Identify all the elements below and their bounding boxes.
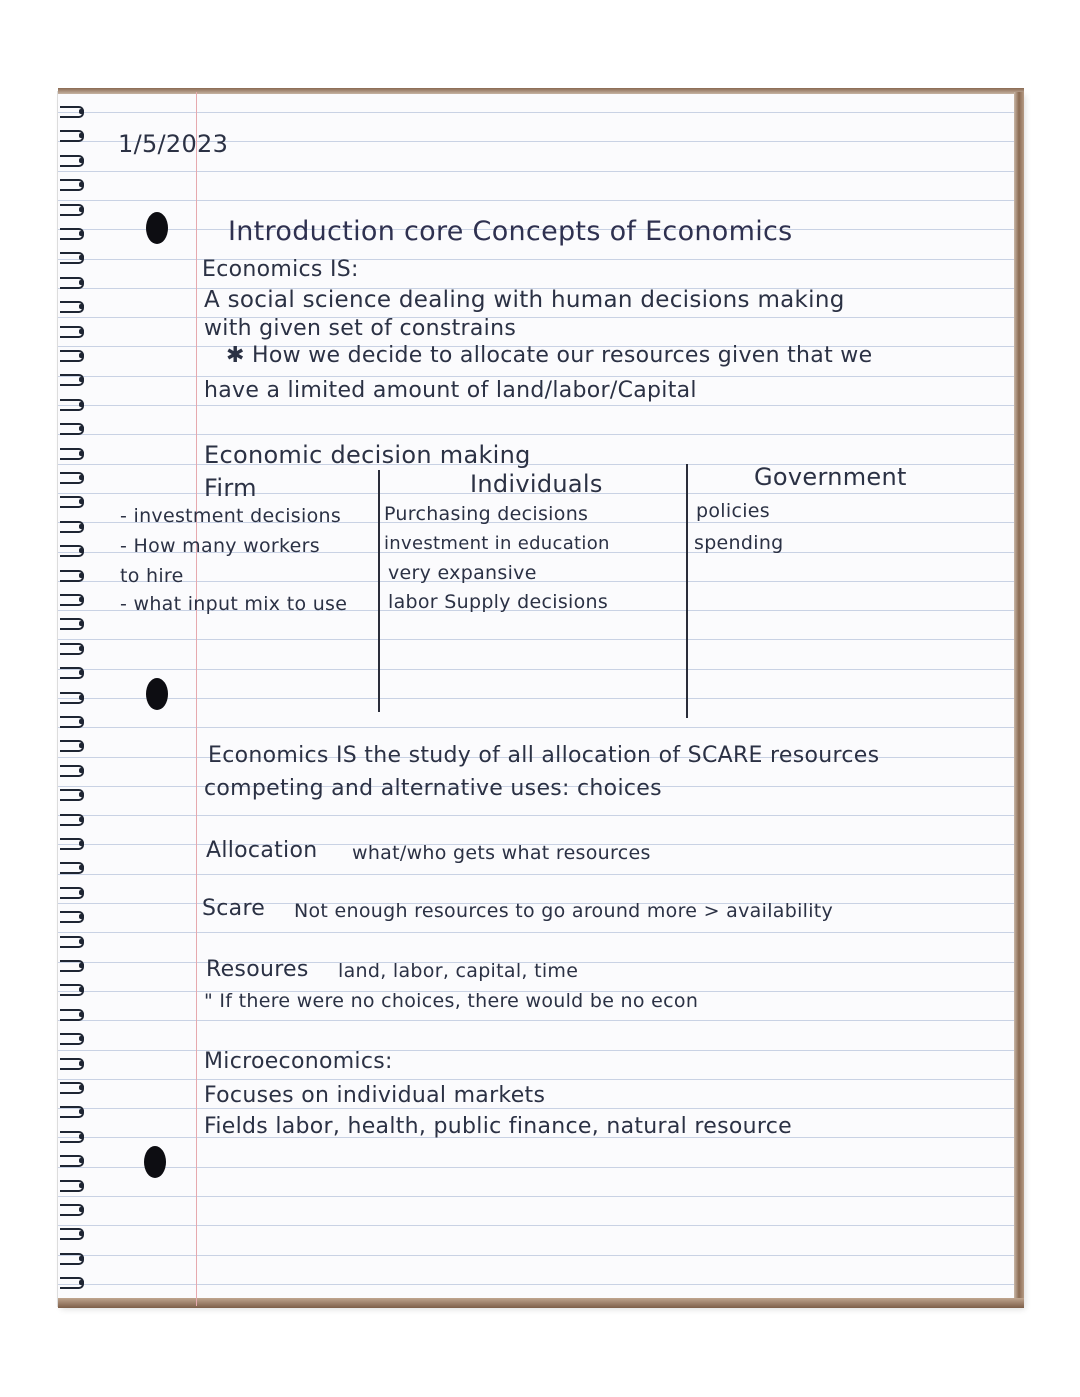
spiral-ring [60,1082,90,1092]
ruled-line [58,669,1014,670]
spiral-ring [60,1253,90,1263]
spiral-ring [60,838,90,848]
micro-line-1: Focuses on individual markets [204,1083,546,1108]
page-edge-top [58,88,1024,94]
spiral-ring [60,496,90,506]
individuals-item-3: very expansive [388,562,537,584]
ruled-line [58,1225,1014,1226]
spiral-ring [60,789,90,799]
spiral-ring [60,1204,90,1214]
ruled-line [58,1020,1014,1021]
ruled-line [58,1255,1014,1256]
spiral-ring [60,423,90,433]
spiral-ring [60,887,90,897]
star-note-line-1: ✱ How we decide to allocate our resources given that we [226,343,873,368]
ruled-line [58,639,1014,640]
allocation-term: Allocation [206,838,318,863]
spiral-ring [60,1180,90,1190]
firm-item-3: to hire [120,565,184,587]
decision-heading: Economic decision making [204,441,531,469]
spiral-ring [60,301,90,311]
spiral-ring [60,984,90,994]
spiral-ring [60,1131,90,1141]
spiral-ring [60,350,90,360]
spiral-ring [60,1058,90,1068]
spiral-ring [60,765,90,775]
spiral-ring [60,862,90,872]
ruled-line [58,317,1014,318]
spiral-ring [60,252,90,262]
spiral-ring [60,155,90,165]
spiral-ring [60,277,90,287]
study-line-1: Economics IS the study of all allocation of SCARE resources [208,743,880,768]
spiral-ring [60,643,90,653]
definition-line-2: with given set of constrains [204,316,517,341]
spiral-ring [60,521,90,531]
individuals-item-4: labor Supply decisions [388,591,609,613]
government-item-1: policies [696,500,770,522]
spiral-ring [60,130,90,140]
spiral-ring [60,106,90,116]
punch-hole-bottom [144,1146,166,1178]
star-note-line-2: have a limited amount of land/labor/Capital [204,378,697,403]
punch-hole-top [146,212,168,244]
ruled-line [58,1108,1014,1109]
firm-item-1: - investment decisions [120,505,342,527]
ruled-line [58,112,1014,113]
spiral-ring [60,618,90,628]
definition-line-1: A social science dealing with human decisions making [204,287,845,313]
spiral-ring [60,179,90,189]
spiral-ring [60,594,90,604]
page-edge-right [1014,92,1024,1308]
spiral-ring [60,1155,90,1165]
spiral-ring [60,960,90,970]
micro-line-2: Fields labor, health, public finance, natural resource [204,1114,792,1139]
ruled-line [58,1167,1014,1168]
spiral-ring [60,667,90,677]
spiral-ring [60,228,90,238]
spiral-ring [60,716,90,726]
ruled-line [58,815,1014,816]
ruled-line [58,434,1014,435]
spiral-ring [60,911,90,921]
micro-heading: Microeconomics: [204,1049,393,1074]
ruled-line [58,200,1014,201]
spiral-ring [60,1009,90,1019]
ruled-line [58,932,1014,933]
spiral-ring [60,936,90,946]
table-divider-1 [378,470,380,712]
scare-definition: Not enough resources to go around more > availability [294,900,834,922]
ruled-line [58,1079,1014,1080]
firm-item-2: - How many workers [120,535,320,557]
government-item-2: spending [694,532,784,554]
study-line-2: competing and alternative uses: choices [204,776,662,801]
ruled-line [58,1284,1014,1285]
note-title: Introduction core Concepts of Economics [228,216,793,247]
spiral-ring [60,326,90,336]
individuals-item-1: Purchasing decisions [384,503,589,525]
spiral-ring [60,1277,90,1287]
column-header-government: Government [754,463,907,491]
table-divider-2 [686,464,688,718]
spiral-ring [60,570,90,580]
choices-quote: " If there were no choices, there would be no econ [204,990,699,1012]
spiral-ring [60,1228,90,1238]
spiral-ring [60,814,90,824]
spiral-ring [60,1106,90,1116]
ruled-line [58,1050,1014,1051]
spiral-ring [60,545,90,555]
resources-term: Resoures [206,957,309,982]
spiral-ring [60,1033,90,1043]
spiral-ring [60,740,90,750]
ruled-line [58,727,1014,728]
individuals-item-2: investment in education [384,533,610,554]
spiral-ring [60,472,90,482]
ruled-line [58,1196,1014,1197]
ruled-line [58,698,1014,699]
ruled-line [58,405,1014,406]
spiral-ring [60,374,90,384]
spiral-ring [60,692,90,702]
allocation-definition: what/who gets what resources [352,842,651,864]
ruled-line [58,376,1014,377]
note-date: 1/5/2023 [118,130,229,158]
firm-item-4: - what input mix to use [120,593,348,615]
column-header-individuals: Individuals [470,470,603,498]
spiral-ring [60,204,90,214]
ruled-line [58,874,1014,875]
page-edge-bottom [58,1298,1024,1308]
ruled-line [58,171,1014,172]
resources-definition: land, labor, capital, time [338,960,579,982]
spiral-ring [60,448,90,458]
column-header-firm: Firm [204,474,257,502]
heading-economics-is: Economics IS: [202,257,359,282]
spiral-ring [60,399,90,409]
margin-line [196,92,197,1306]
punch-hole-middle [146,678,168,710]
scare-term: Scare [202,896,266,921]
